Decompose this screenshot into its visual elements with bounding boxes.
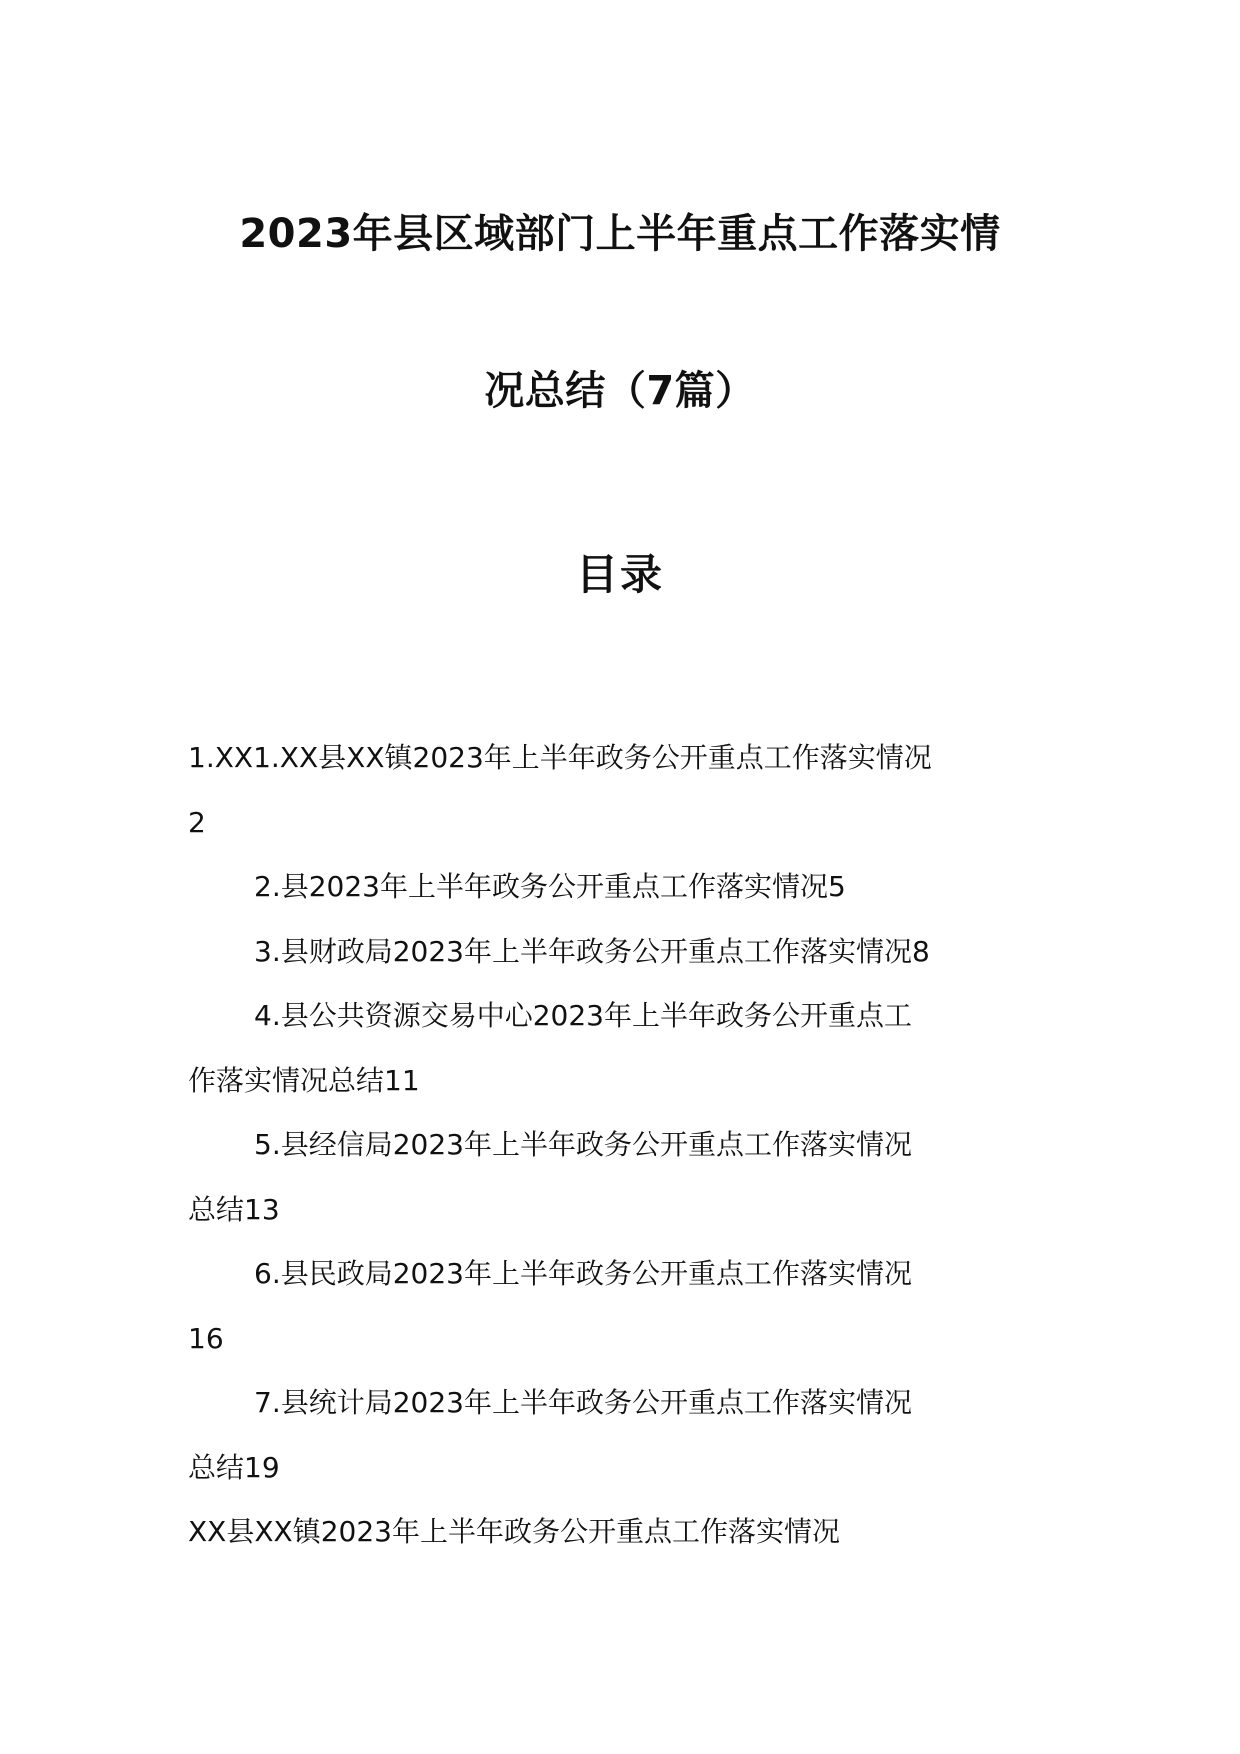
- toc-entry-6-page: 16: [188, 1321, 224, 1355]
- toc-entry-1: 1.XX1.XX县XX镇2023年上半年政务公开重点工作落实情况: [188, 741, 932, 774]
- toc-entry-7: 7.县统计局2023年上半年政务公开重点工作落实情况: [254, 1386, 912, 1419]
- toc-entry-4-continued: 作落实情况总结11: [188, 1063, 420, 1097]
- document-title-line-1: 2023年县区域部门上半年重点工作落实情: [239, 211, 1001, 257]
- toc-entry-5-continued: 总结13: [188, 1192, 280, 1226]
- toc-entry-3: 3.县财政局2023年上半年政务公开重点工作落实情况8: [254, 934, 930, 968]
- toc-entry-4: 4.县公共资源交易中心2023年上半年政务公开重点工: [254, 999, 912, 1032]
- toc-entry-1-page: 2: [188, 805, 206, 839]
- toc-entry-7-continued: 总结19: [188, 1450, 280, 1484]
- toc-entry-6: 6.县民政局2023年上半年政务公开重点工作落实情况: [254, 1257, 912, 1290]
- toc-entry-5: 5.县经信局2023年上半年政务公开重点工作落实情况: [254, 1128, 912, 1161]
- toc-entry-2: 2.县2023年上半年政务公开重点工作落实情况5: [254, 870, 846, 903]
- toc-heading: 目录: [575, 550, 664, 599]
- document-title-line-2: 况总结（7篇）: [484, 368, 756, 414]
- body-first-heading: XX县XX镇2023年上半年政务公开重点工作落实情况: [188, 1515, 840, 1548]
- table-of-contents: [188, 726, 1058, 1565]
